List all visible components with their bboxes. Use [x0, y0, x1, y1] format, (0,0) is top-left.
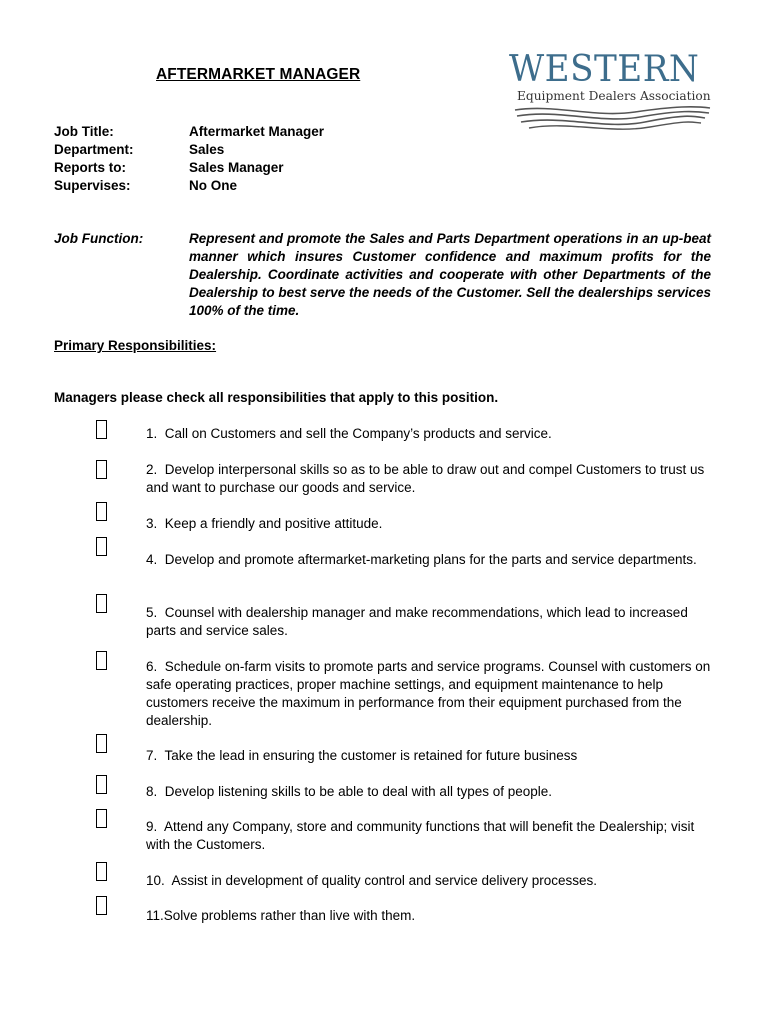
responsibility-text: 3. Keep a friendly and positive attitude.	[146, 516, 383, 531]
responsibility-checkbox[interactable]	[96, 460, 107, 479]
document-title: AFTERMARKET MANAGER	[156, 66, 361, 83]
job-info-grid	[54, 123, 324, 195]
info-row-department	[54, 141, 324, 159]
responsibility-text: 11.Solve problems rather than live with them.	[146, 908, 416, 923]
responsibility-checkbox[interactable]	[96, 594, 107, 613]
responsibility-text: 4. Develop and promote aftermarket-marketing plans for the parts and service departments.	[146, 552, 697, 567]
responsibility-checkbox[interactable]	[96, 537, 107, 556]
info-label: Reports to:	[54, 160, 126, 175]
responsibility-checkbox[interactable]	[96, 775, 107, 794]
info-value: Sales Manager	[189, 160, 284, 175]
responsibility-text: 10. Assist in development of quality control and service delivery processes.	[146, 873, 598, 888]
job-function-text: Represent and promote the Sales and Parts Department operations in an up-beat manner which insures Customer confidence and maximum profits for the Dealership. Coordinate activities and cooperate with other Departments of the Dealership to best serve the needs of the Customer. Sell the dealerships services 100% of the time.	[189, 231, 711, 318]
info-row-reports-to	[54, 159, 324, 177]
responsibility-text: 6. Schedule on-farm visits to promote parts and service programs. Counsel with customers on safe operating practices, proper machine settings, and equipment maintenance to help customers receive the maximum in performance from their equipment purchased from the dealership.	[146, 659, 711, 728]
responsibility-checkbox[interactable]	[96, 651, 107, 670]
checklist-instruction: Managers please check all responsibilities that apply to this position.	[54, 390, 499, 405]
logo-waves-icon	[505, 104, 715, 134]
logo-wordmark: WESTERN	[509, 49, 700, 90]
responsibility-checkbox[interactable]	[96, 862, 107, 881]
responsibility-text: 9. Attend any Company, store and community functions that will benefit the Dealership; visit with the Customers.	[146, 819, 695, 852]
info-label: Department:	[54, 142, 134, 157]
responsibility-text: 5. Counsel with dealership manager and make recommendations, which lead to increased parts and service sales.	[146, 605, 688, 638]
info-row-supervises	[54, 177, 324, 195]
info-value: Aftermarket Manager	[189, 124, 325, 139]
info-row-job-title	[54, 123, 324, 141]
info-value: Sales	[189, 142, 225, 157]
responsibility-checkbox[interactable]	[96, 734, 107, 753]
info-label: Supervises:	[54, 178, 131, 193]
primary-responsibilities-heading: Primary Responsibilities:	[54, 338, 217, 353]
responsibility-checkbox[interactable]	[96, 896, 107, 915]
responsibility-text: 2. Develop interpersonal skills so as to be able to draw out and compel Customers to trust us and want to purchase our goods and service.	[146, 462, 705, 495]
info-label: Job Title:	[54, 124, 114, 139]
responsibility-checkbox[interactable]	[96, 809, 107, 828]
info-value: No One	[189, 178, 238, 193]
responsibility-text: 7. Take the lead in ensuring the customer is retained for future business	[146, 748, 578, 763]
western-logo	[505, 50, 715, 136]
responsibility-checkbox[interactable]	[96, 420, 107, 439]
responsibility-text: 1. Call on Customers and sell the Company’s products and service.	[146, 426, 552, 441]
responsibility-checkbox[interactable]	[96, 502, 107, 521]
job-function-label: Job Function:	[54, 231, 144, 246]
responsibility-text: 8. Develop listening skills to be able to deal with all types of people.	[146, 784, 553, 799]
logo-tagline: Equipment Dealers Association	[517, 89, 711, 103]
